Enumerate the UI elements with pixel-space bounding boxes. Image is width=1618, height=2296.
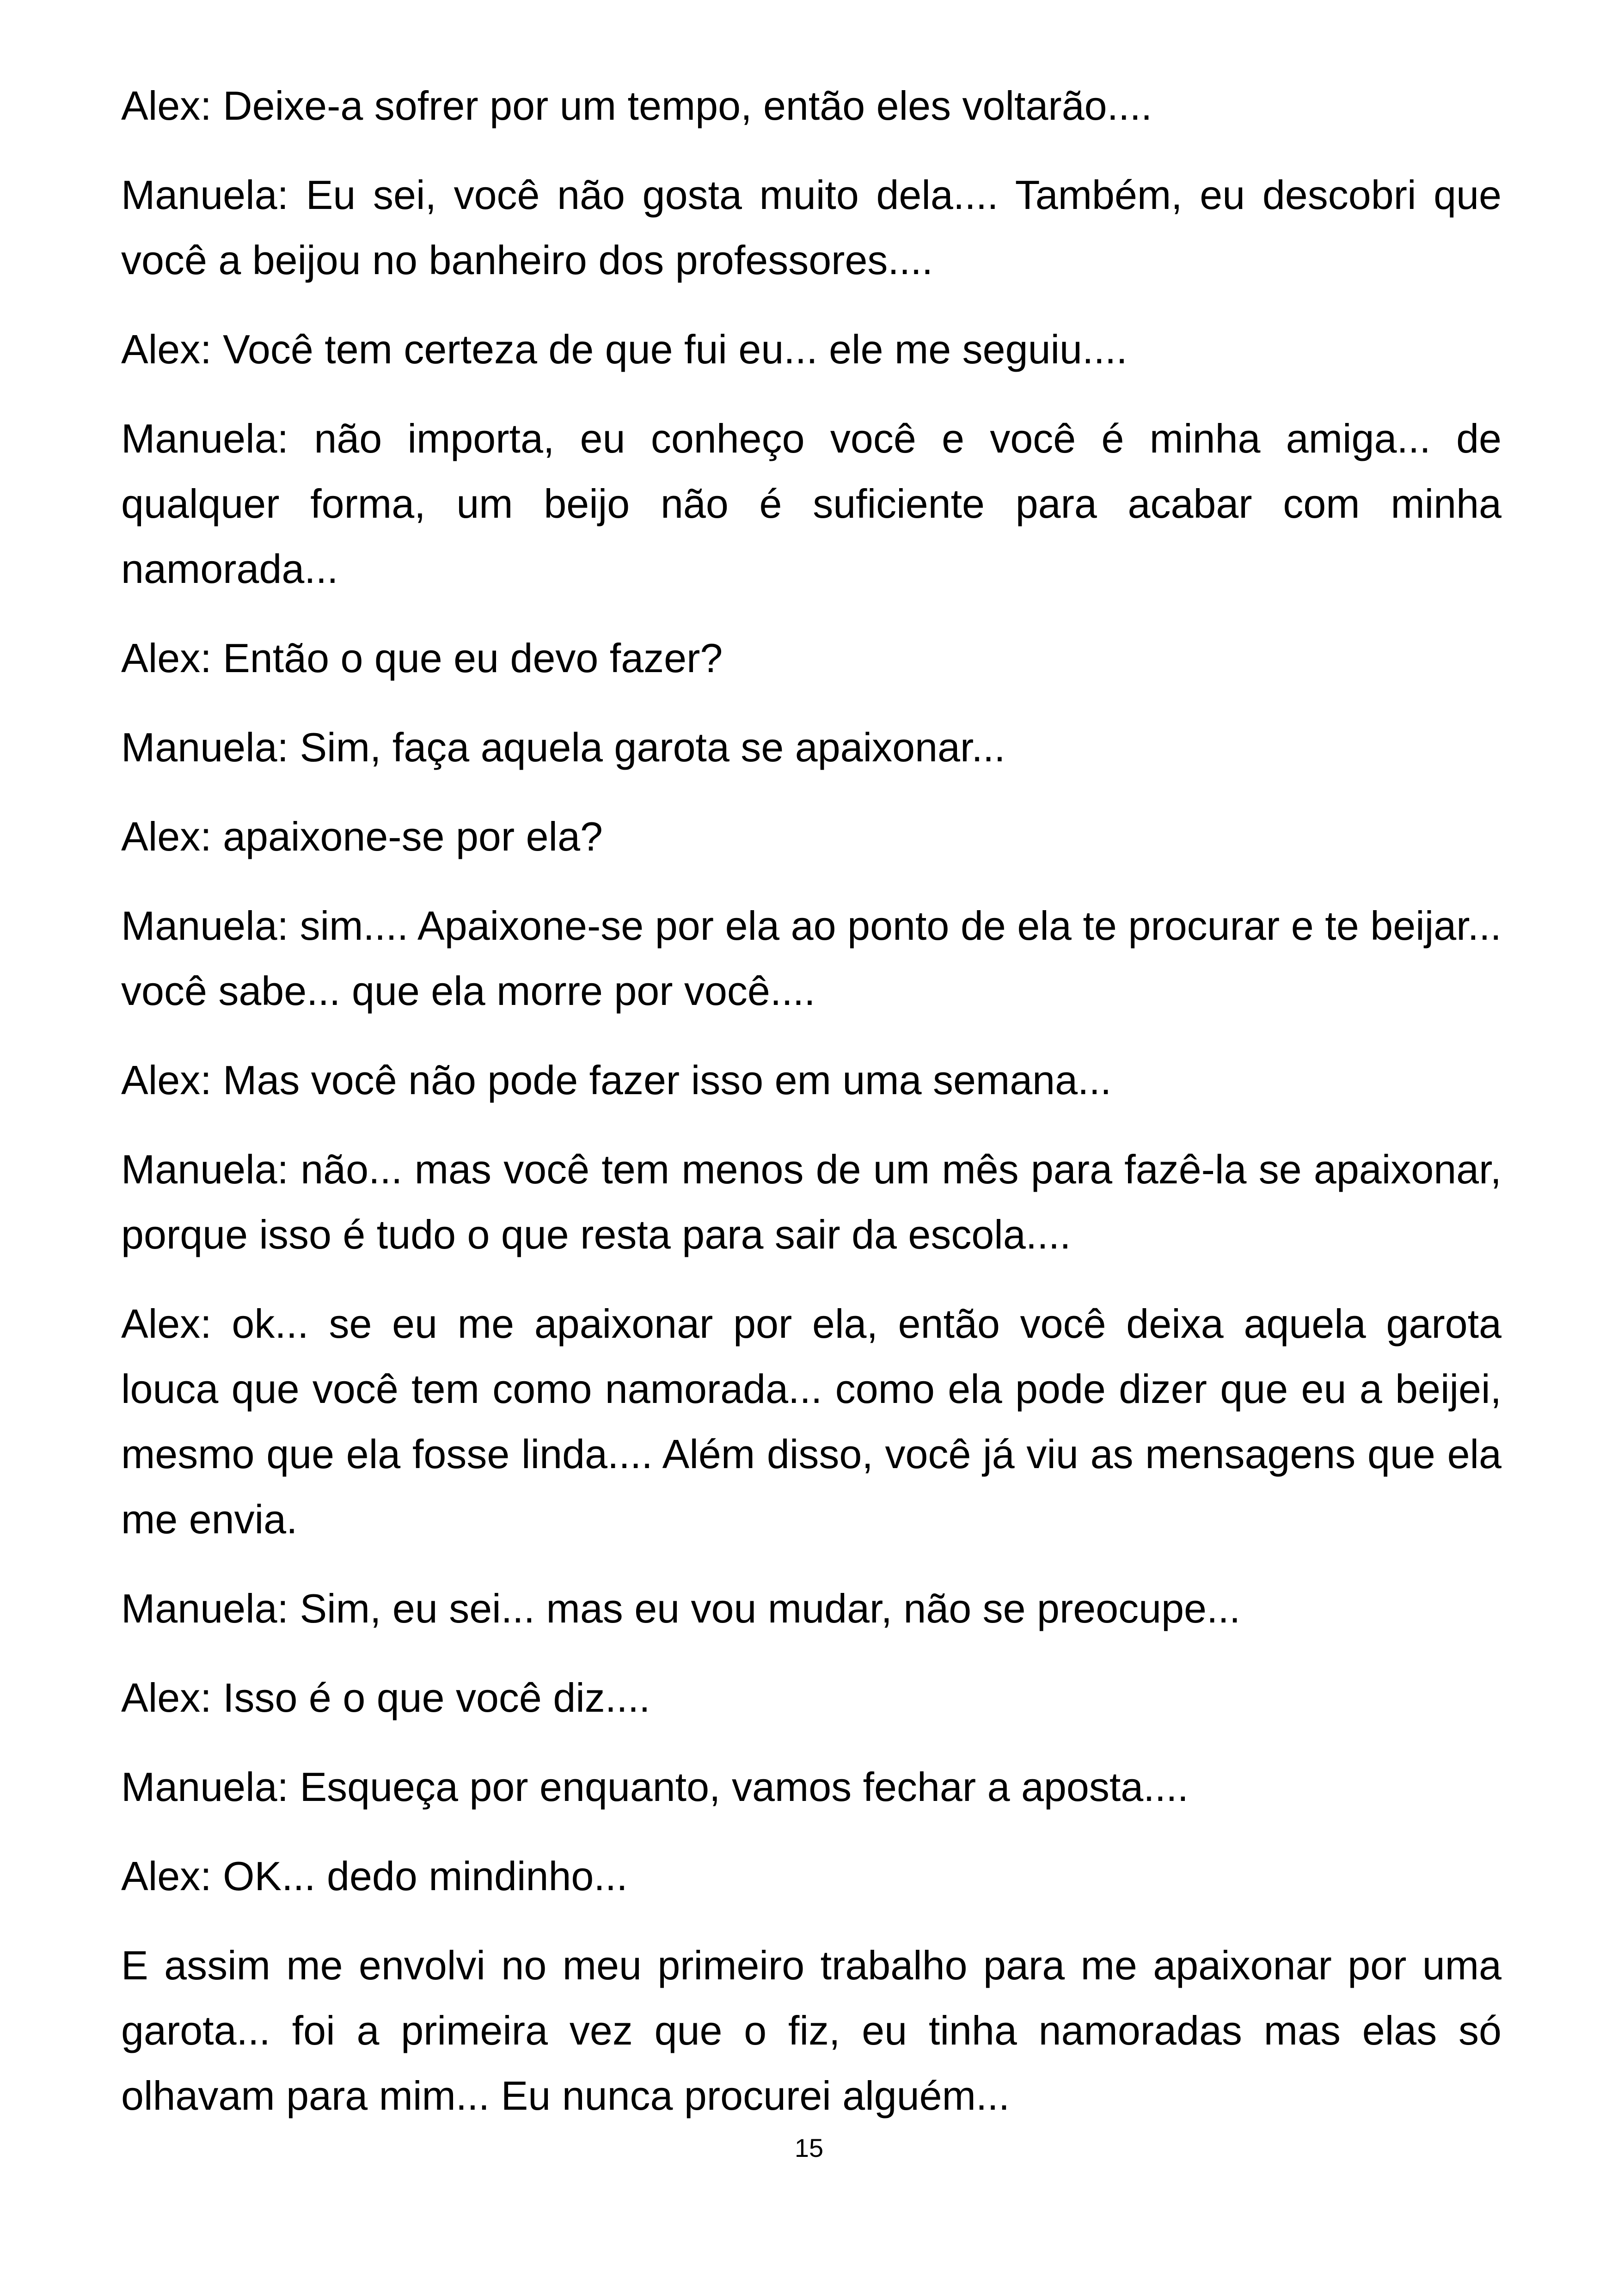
paragraph: Alex: Então o que eu devo fazer? <box>121 635 723 681</box>
paragraph: Manuela: sim.... Apaixone-se por ela ao ponto de ela te procurar e te beijar... você sabe... que ela morre por você.... <box>121 903 1502 1014</box>
paragraph: Manuela: Eu sei, você não gosta muito dela.... Também, eu descobri que você a beijou no banheiro dos professores.... <box>121 172 1502 283</box>
paragraph: Alex: Você tem certeza de que fui eu... ele me seguiu.... <box>121 326 1128 372</box>
page-number: 15 <box>794 2133 824 2162</box>
paragraph: Manuela: não importa, eu conheço você e você é minha amiga... de qualquer forma, um beijo não é suficiente para acabar com minha namorada... <box>121 416 1502 592</box>
paragraph: Alex: Isso é o que você diz.... <box>121 1675 650 1720</box>
paragraph: Manuela: Sim, eu sei... mas eu vou mudar, não se preocupe... <box>121 1586 1241 1631</box>
paragraph: Alex: OK... dedo mindinho... <box>121 1853 628 1899</box>
paragraph: Alex: Mas você não pode fazer isso em uma semana... <box>121 1057 1112 1103</box>
paragraph: Manuela: não... mas você tem menos de um mês para fazê-la se apaixonar, porque isso é tudo o que resta para sair da escola.... <box>121 1146 1502 1257</box>
paragraph: Alex: ok... se eu me apaixonar por ela, então você deixa aquela garota louca que você tem como namorada... como ela pode dizer que eu a beijei, mesmo que ela fosse linda.... Além disso, você já viu as mensagens que ela me envia. <box>121 1301 1502 1542</box>
paragraph: Alex: apaixone-se por ela? <box>121 814 603 859</box>
paragraph: Alex: Deixe-a sofrer por um tempo, então eles voltarão.... <box>121 83 1152 129</box>
paragraph: E assim me envolvi no meu primeiro trabalho para me apaixonar por uma garota... foi a primeira vez que o fiz, eu tinha namoradas mas elas só olhavam para mim... Eu nunca procurei alguém... <box>121 1942 1502 2118</box>
paragraph: Manuela: Sim, faça aquela garota se apaixonar... <box>121 724 1005 770</box>
paragraph: Manuela: Esqueça por enquanto, vamos fechar a aposta.... <box>121 1764 1189 1810</box>
page-body <box>121 73 1502 2152</box>
